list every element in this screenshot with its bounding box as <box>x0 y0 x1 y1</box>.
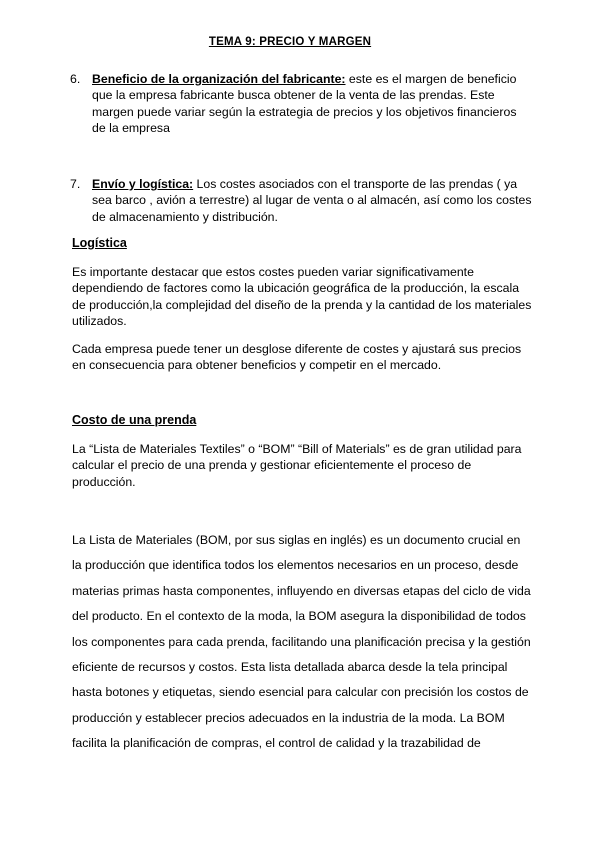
list-item-beneficio <box>70 71 532 136</box>
section-heading-costo: Costo de una prenda <box>72 413 197 427</box>
list-item-text: Los costes asociados con el transporte de las prendas ( ya sea barco , avión a terrestre) al lugar de venta o al almacén, así como los costes de almacenamiento y distribución. <box>92 177 532 224</box>
paragraph-costo-1: La “Lista de Materiales Textiles” o “BOM” “Bill of Materials” es de gran utilidad para calcular el precio de una prenda y gestionar eficientemente el proceso de producción. <box>72 442 522 489</box>
section-heading-logistica: Logística <box>72 236 127 250</box>
paragraph-logistica-2: Cada empresa puede tener un desglose diferente de costes y ajustará sus precios en consecuencia para obtener beneficios y competir en el mercado. <box>72 342 522 373</box>
list-item-number: 6. <box>70 72 81 86</box>
list-item-number: 7. <box>70 177 81 191</box>
list-item-heading: Beneficio de la organización del fabricante: <box>92 72 346 86</box>
list-item-heading: Envío y logística: <box>92 177 194 191</box>
paragraph-costo-2: La Lista de Materiales (BOM, por sus siglas en inglés) es un documento crucial en la producción que identifica todos los elementos necesarios en un proceso, desde materias primas hasta componentes, influyendo en diversas etapas del ciclo de vida del producto. En el contexto de la moda, la BOM asegura la disponibilidad de todos los componentes para cada prenda, facilitando una planificación precisa y la gestión eficiente de recursos y costos. Esta lista detallada abarca desde la tela principal hasta botones y etiquetas, siendo esencial para calcular con precisión los costos de producción y establecer precios adecuados en la industria de la moda. La BOM facilita la planificación de compras, el control de calidad y la trazabilidad de <box>72 533 531 751</box>
list-item-envio <box>70 176 532 225</box>
list-item-text: este es el margen de beneficio que la empresa fabricante busca obtener de la venta de las prendas. Este margen puede variar según la estrategia de precios y los objetivos financieros de la empresa <box>92 72 517 135</box>
paragraph-logistica-1: Es importante destacar que estos costes pueden variar significativamente dependiendo de factores como la ubicación geográfica de la producción, la escala de producción,la complejidad del diseño de la prenda y la cantidad de los materiales utilizados. <box>72 265 532 328</box>
page-title: TEMA 9: PRECIO Y MARGEN <box>208 36 372 48</box>
